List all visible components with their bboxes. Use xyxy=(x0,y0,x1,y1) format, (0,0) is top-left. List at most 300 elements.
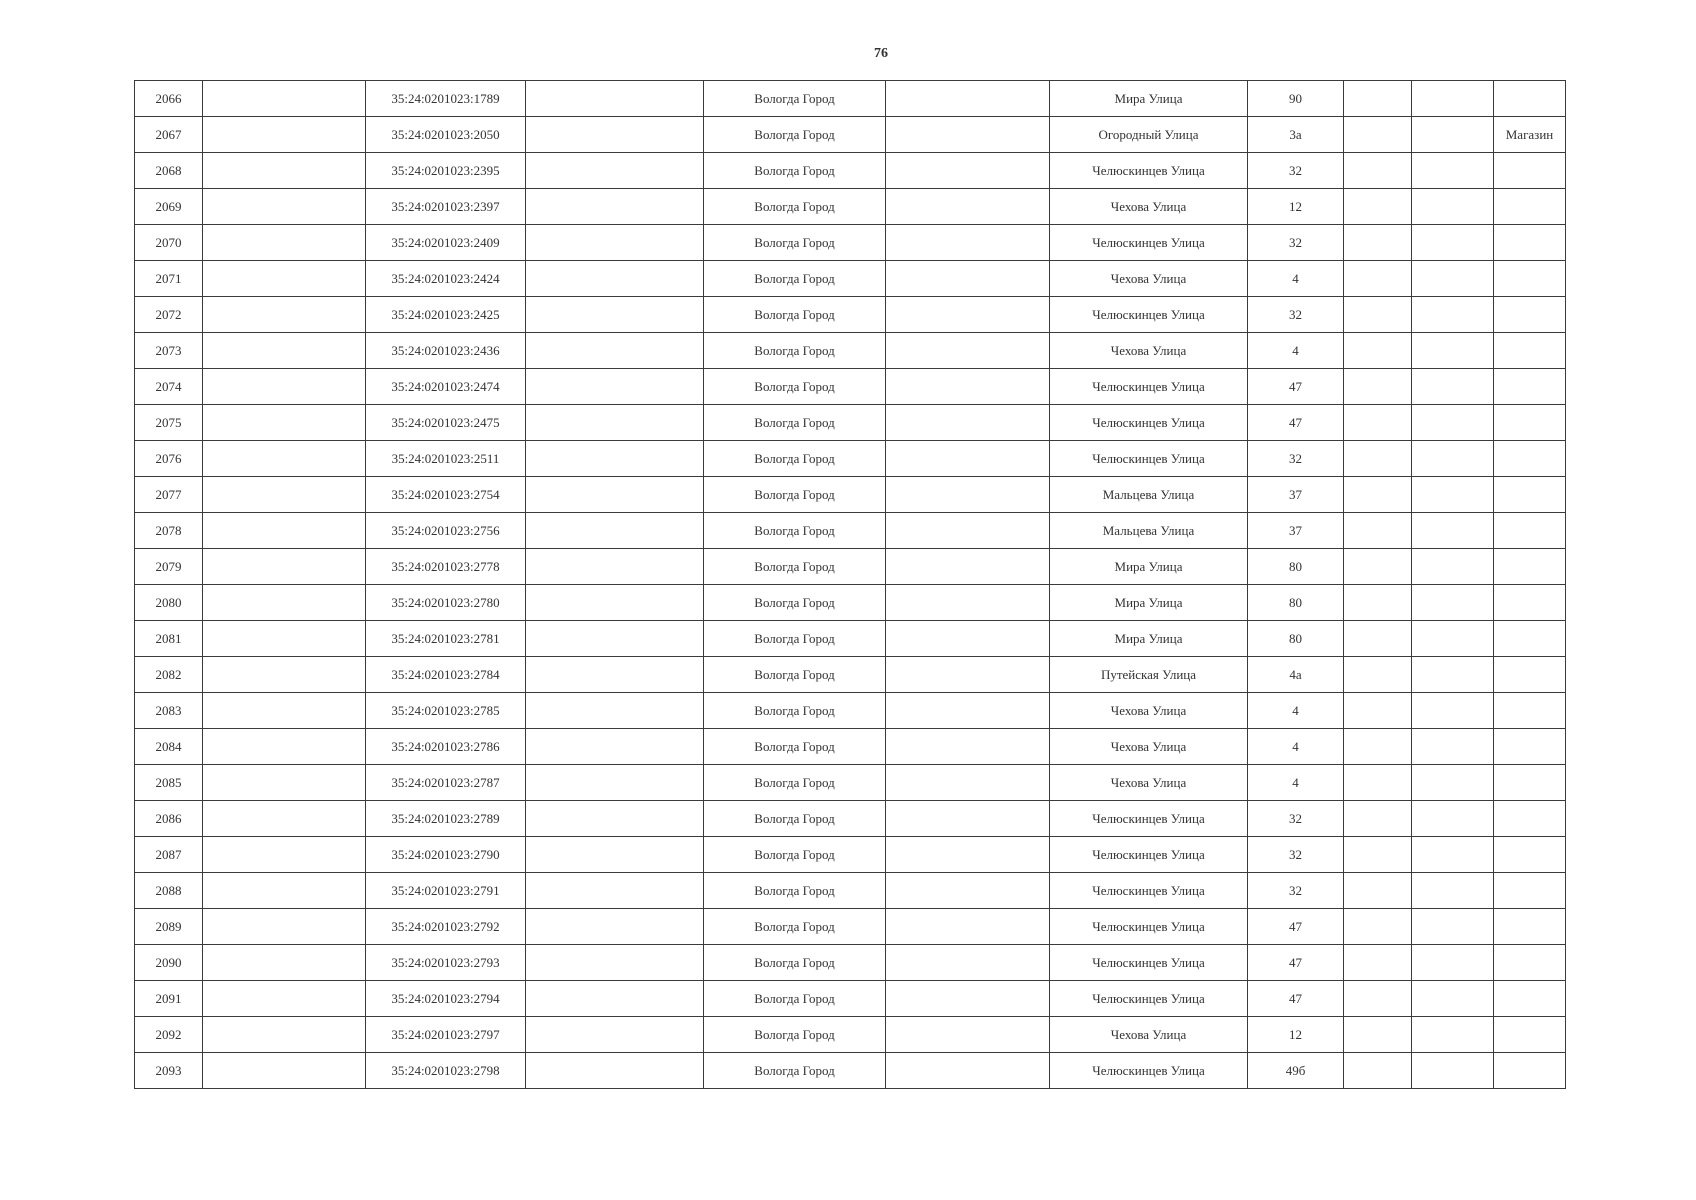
cell-cadastral-number: 35:24:0201023:2474 xyxy=(366,369,526,405)
cell-empty xyxy=(526,657,704,693)
cell-cadastral-number: 35:24:0201023:2786 xyxy=(366,729,526,765)
cell-row-number: 2066 xyxy=(135,81,203,117)
cell-row-number: 2071 xyxy=(135,261,203,297)
cell-row-number: 2075 xyxy=(135,405,203,441)
cell-empty xyxy=(1344,765,1412,801)
cell-empty xyxy=(1344,189,1412,225)
registry-table xyxy=(134,80,1566,1089)
cell-empty xyxy=(886,477,1050,513)
cell-empty xyxy=(1344,585,1412,621)
cell-empty xyxy=(526,477,704,513)
cell-house-number: 4 xyxy=(1248,693,1344,729)
cell-empty xyxy=(886,261,1050,297)
cell-house-number: 90 xyxy=(1248,81,1344,117)
cell-street: Чехова Улица xyxy=(1050,765,1248,801)
cell-street: Челюскинцев Улица xyxy=(1050,225,1248,261)
cell-note xyxy=(1494,1053,1566,1089)
cell-city: Вологда Город xyxy=(704,81,886,117)
cell-empty xyxy=(886,945,1050,981)
cell-street: Мальцева Улица xyxy=(1050,513,1248,549)
cell-note xyxy=(1494,801,1566,837)
cell-empty xyxy=(1412,945,1494,981)
cell-empty xyxy=(526,513,704,549)
cell-street: Чехова Улица xyxy=(1050,729,1248,765)
cell-row-number: 2080 xyxy=(135,585,203,621)
cell-empty xyxy=(1344,909,1412,945)
cell-cadastral-number: 35:24:0201023:2754 xyxy=(366,477,526,513)
cell-house-number: 32 xyxy=(1248,441,1344,477)
cell-cadastral-number: 35:24:0201023:2785 xyxy=(366,693,526,729)
cell-empty xyxy=(203,441,366,477)
cell-empty xyxy=(886,369,1050,405)
cell-house-number: 49б xyxy=(1248,1053,1344,1089)
cell-note xyxy=(1494,873,1566,909)
cell-city: Вологда Город xyxy=(704,153,886,189)
cell-row-number: 2078 xyxy=(135,513,203,549)
cell-house-number: 4а xyxy=(1248,657,1344,693)
cell-empty xyxy=(526,261,704,297)
cell-street: Чехова Улица xyxy=(1050,333,1248,369)
cell-row-number: 2092 xyxy=(135,1017,203,1053)
cell-cadastral-number: 35:24:0201023:2756 xyxy=(366,513,526,549)
cell-cadastral-number: 35:24:0201023:2793 xyxy=(366,945,526,981)
cell-street: Челюскинцев Улица xyxy=(1050,297,1248,333)
cell-empty xyxy=(1344,981,1412,1017)
cell-empty xyxy=(886,333,1050,369)
cell-empty xyxy=(1344,837,1412,873)
cell-empty xyxy=(1344,405,1412,441)
table-row xyxy=(135,909,1566,945)
cell-empty xyxy=(203,873,366,909)
cell-empty xyxy=(526,873,704,909)
cell-empty xyxy=(886,225,1050,261)
cell-city: Вологда Город xyxy=(704,405,886,441)
cell-empty xyxy=(1344,1053,1412,1089)
cell-house-number: 32 xyxy=(1248,801,1344,837)
cell-city: Вологда Город xyxy=(704,225,886,261)
table-row xyxy=(135,981,1566,1017)
cell-cadastral-number: 35:24:0201023:2791 xyxy=(366,873,526,909)
table-row xyxy=(135,621,1566,657)
cell-city: Вологда Город xyxy=(704,1017,886,1053)
cell-note xyxy=(1494,1017,1566,1053)
cell-empty xyxy=(1412,873,1494,909)
cell-empty xyxy=(1412,549,1494,585)
cell-empty xyxy=(1344,369,1412,405)
cell-row-number: 2087 xyxy=(135,837,203,873)
cell-house-number: 4 xyxy=(1248,261,1344,297)
cell-cadastral-number: 35:24:0201023:2780 xyxy=(366,585,526,621)
cell-empty xyxy=(526,837,704,873)
cell-empty xyxy=(1412,153,1494,189)
cell-city: Вологда Город xyxy=(704,621,886,657)
cell-note: Магазин xyxy=(1494,117,1566,153)
cell-empty xyxy=(1344,549,1412,585)
table-row xyxy=(135,1053,1566,1089)
cell-cadastral-number: 35:24:0201023:2050 xyxy=(366,117,526,153)
cell-row-number: 2070 xyxy=(135,225,203,261)
page-number: 76 xyxy=(874,46,888,61)
cell-house-number: 4 xyxy=(1248,729,1344,765)
cell-street: Челюскинцев Улица xyxy=(1050,873,1248,909)
cell-cadastral-number: 35:24:0201023:2797 xyxy=(366,1017,526,1053)
cell-city: Вологда Город xyxy=(704,261,886,297)
cell-cadastral-number: 35:24:0201023:2789 xyxy=(366,801,526,837)
cell-empty xyxy=(1344,81,1412,117)
cell-street: Мира Улица xyxy=(1050,81,1248,117)
cell-empty xyxy=(1344,297,1412,333)
cell-row-number: 2069 xyxy=(135,189,203,225)
cell-city: Вологда Город xyxy=(704,369,886,405)
cell-row-number: 2093 xyxy=(135,1053,203,1089)
cell-empty xyxy=(886,513,1050,549)
cell-cadastral-number: 35:24:0201023:2425 xyxy=(366,297,526,333)
cell-empty xyxy=(203,225,366,261)
cell-street: Мира Улица xyxy=(1050,585,1248,621)
cell-empty xyxy=(203,837,366,873)
cell-house-number: 32 xyxy=(1248,153,1344,189)
table-row xyxy=(135,261,1566,297)
cell-house-number: 80 xyxy=(1248,621,1344,657)
cell-cadastral-number: 35:24:0201023:2395 xyxy=(366,153,526,189)
cell-empty xyxy=(1344,801,1412,837)
cell-empty xyxy=(1344,333,1412,369)
cell-empty xyxy=(886,405,1050,441)
cell-empty xyxy=(526,981,704,1017)
table-row xyxy=(135,657,1566,693)
cell-note xyxy=(1494,765,1566,801)
cell-empty xyxy=(1344,477,1412,513)
cell-street: Челюскинцев Улица xyxy=(1050,801,1248,837)
cell-row-number: 2068 xyxy=(135,153,203,189)
cell-street: Челюскинцев Улица xyxy=(1050,909,1248,945)
cell-street: Челюскинцев Улица xyxy=(1050,441,1248,477)
cell-empty xyxy=(1344,225,1412,261)
cell-row-number: 2085 xyxy=(135,765,203,801)
cell-empty xyxy=(203,693,366,729)
cell-city: Вологда Город xyxy=(704,909,886,945)
cell-empty xyxy=(203,909,366,945)
cell-house-number: 80 xyxy=(1248,549,1344,585)
cell-empty xyxy=(886,657,1050,693)
cell-house-number: 80 xyxy=(1248,585,1344,621)
cell-row-number: 2073 xyxy=(135,333,203,369)
cell-city: Вологда Город xyxy=(704,873,886,909)
cell-street: Чехова Улица xyxy=(1050,261,1248,297)
cell-house-number: 32 xyxy=(1248,873,1344,909)
cell-empty xyxy=(886,693,1050,729)
cell-empty xyxy=(886,981,1050,1017)
cell-city: Вологда Город xyxy=(704,765,886,801)
cell-house-number: 4 xyxy=(1248,333,1344,369)
cell-empty xyxy=(203,261,366,297)
cell-empty xyxy=(1412,837,1494,873)
cell-cadastral-number: 35:24:0201023:2397 xyxy=(366,189,526,225)
cell-empty xyxy=(203,945,366,981)
cell-empty xyxy=(203,621,366,657)
table-row xyxy=(135,1017,1566,1053)
cell-row-number: 2079 xyxy=(135,549,203,585)
cell-note xyxy=(1494,945,1566,981)
cell-empty xyxy=(526,405,704,441)
cell-empty xyxy=(526,333,704,369)
cell-house-number: 47 xyxy=(1248,369,1344,405)
table-row xyxy=(135,801,1566,837)
cell-row-number: 2081 xyxy=(135,621,203,657)
cell-empty xyxy=(1412,801,1494,837)
cell-house-number: 47 xyxy=(1248,981,1344,1017)
cell-empty xyxy=(1412,981,1494,1017)
cell-street: Челюскинцев Улица xyxy=(1050,405,1248,441)
cell-row-number: 2072 xyxy=(135,297,203,333)
table-row xyxy=(135,873,1566,909)
cell-city: Вологда Город xyxy=(704,549,886,585)
cell-city: Вологда Город xyxy=(704,585,886,621)
cell-note xyxy=(1494,225,1566,261)
cell-cadastral-number: 35:24:0201023:2475 xyxy=(366,405,526,441)
cell-empty xyxy=(1412,693,1494,729)
cell-empty xyxy=(203,1017,366,1053)
cell-empty xyxy=(1412,261,1494,297)
cell-house-number: 47 xyxy=(1248,945,1344,981)
cell-cadastral-number: 35:24:0201023:2792 xyxy=(366,909,526,945)
cell-cadastral-number: 35:24:0201023:2436 xyxy=(366,333,526,369)
cell-cadastral-number: 35:24:0201023:2784 xyxy=(366,657,526,693)
table-row xyxy=(135,585,1566,621)
cell-cadastral-number: 35:24:0201023:2409 xyxy=(366,225,526,261)
table-row xyxy=(135,513,1566,549)
cell-empty xyxy=(886,873,1050,909)
cell-empty xyxy=(203,549,366,585)
cell-street: Чехова Улица xyxy=(1050,1017,1248,1053)
cell-row-number: 2077 xyxy=(135,477,203,513)
cell-empty xyxy=(1412,477,1494,513)
cell-cadastral-number: 35:24:0201023:2790 xyxy=(366,837,526,873)
cell-city: Вологда Город xyxy=(704,945,886,981)
cell-city: Вологда Город xyxy=(704,117,886,153)
cell-row-number: 2076 xyxy=(135,441,203,477)
cell-empty xyxy=(1412,765,1494,801)
cell-empty xyxy=(526,297,704,333)
cell-empty xyxy=(203,585,366,621)
cell-house-number: 37 xyxy=(1248,477,1344,513)
cell-city: Вологда Город xyxy=(704,837,886,873)
table-row xyxy=(135,117,1566,153)
cell-empty xyxy=(526,909,704,945)
cell-empty xyxy=(203,405,366,441)
cell-row-number: 2088 xyxy=(135,873,203,909)
cell-note xyxy=(1494,585,1566,621)
cell-house-number: 12 xyxy=(1248,189,1344,225)
cell-empty xyxy=(526,153,704,189)
cell-empty xyxy=(203,765,366,801)
cell-empty xyxy=(1344,657,1412,693)
cell-city: Вологда Город xyxy=(704,729,886,765)
table-row xyxy=(135,837,1566,873)
cell-row-number: 2084 xyxy=(135,729,203,765)
cell-city: Вологда Город xyxy=(704,801,886,837)
cell-house-number: 47 xyxy=(1248,909,1344,945)
cell-empty xyxy=(1412,1053,1494,1089)
cell-note xyxy=(1494,333,1566,369)
cell-empty xyxy=(1344,261,1412,297)
cell-empty xyxy=(203,153,366,189)
cell-row-number: 2090 xyxy=(135,945,203,981)
cell-row-number: 2074 xyxy=(135,369,203,405)
cell-empty xyxy=(526,1053,704,1089)
cell-note xyxy=(1494,909,1566,945)
cell-row-number: 2089 xyxy=(135,909,203,945)
cell-street: Челюскинцев Улица xyxy=(1050,837,1248,873)
cell-empty xyxy=(1344,441,1412,477)
cell-empty xyxy=(203,1053,366,1089)
cell-city: Вологда Город xyxy=(704,189,886,225)
cell-empty xyxy=(526,693,704,729)
cell-row-number: 2086 xyxy=(135,801,203,837)
cell-empty xyxy=(203,477,366,513)
cell-note xyxy=(1494,837,1566,873)
cell-city: Вологда Город xyxy=(704,297,886,333)
cell-empty xyxy=(886,81,1050,117)
cell-empty xyxy=(886,801,1050,837)
cell-cadastral-number: 35:24:0201023:2794 xyxy=(366,981,526,1017)
cell-empty xyxy=(203,117,366,153)
table-row xyxy=(135,369,1566,405)
cell-city: Вологда Город xyxy=(704,477,886,513)
cell-empty xyxy=(526,117,704,153)
cell-house-number: 32 xyxy=(1248,297,1344,333)
cell-empty xyxy=(886,153,1050,189)
table-row xyxy=(135,297,1566,333)
cell-note xyxy=(1494,261,1566,297)
cell-empty xyxy=(1412,189,1494,225)
cell-empty xyxy=(526,765,704,801)
cell-empty xyxy=(1412,117,1494,153)
cell-empty xyxy=(526,945,704,981)
cell-empty xyxy=(1412,81,1494,117)
table-row xyxy=(135,945,1566,981)
cell-empty xyxy=(1344,729,1412,765)
cell-empty xyxy=(203,513,366,549)
cell-note xyxy=(1494,153,1566,189)
cell-note xyxy=(1494,189,1566,225)
cell-house-number: 3а xyxy=(1248,117,1344,153)
cell-empty xyxy=(1412,333,1494,369)
cell-city: Вологда Город xyxy=(704,657,886,693)
cell-empty xyxy=(886,837,1050,873)
cell-empty xyxy=(886,621,1050,657)
cell-city: Вологда Город xyxy=(704,441,886,477)
cell-empty xyxy=(886,1053,1050,1089)
cell-empty xyxy=(1344,873,1412,909)
cell-note xyxy=(1494,405,1566,441)
cell-street: Чехова Улица xyxy=(1050,189,1248,225)
cell-empty xyxy=(203,369,366,405)
cell-cadastral-number: 35:24:0201023:2787 xyxy=(366,765,526,801)
cell-empty xyxy=(1344,117,1412,153)
cell-empty xyxy=(526,441,704,477)
cell-empty xyxy=(203,189,366,225)
cell-empty xyxy=(886,765,1050,801)
cell-cadastral-number: 35:24:0201023:2511 xyxy=(366,441,526,477)
cell-note xyxy=(1494,297,1566,333)
cell-street: Мальцева Улица xyxy=(1050,477,1248,513)
cell-empty xyxy=(886,1017,1050,1053)
cell-empty xyxy=(886,729,1050,765)
cell-cadastral-number: 35:24:0201023:2778 xyxy=(366,549,526,585)
table-row xyxy=(135,333,1566,369)
cell-empty xyxy=(1412,297,1494,333)
cell-empty xyxy=(203,297,366,333)
cell-house-number: 12 xyxy=(1248,1017,1344,1053)
cell-house-number: 37 xyxy=(1248,513,1344,549)
cell-empty xyxy=(526,81,704,117)
table-row xyxy=(135,81,1566,117)
cell-note xyxy=(1494,441,1566,477)
cell-empty xyxy=(203,729,366,765)
cell-empty xyxy=(526,801,704,837)
cell-empty xyxy=(1412,225,1494,261)
cell-empty xyxy=(1412,369,1494,405)
cell-house-number: 4 xyxy=(1248,765,1344,801)
cell-empty xyxy=(1412,405,1494,441)
cell-empty xyxy=(526,729,704,765)
table-row xyxy=(135,693,1566,729)
cell-empty xyxy=(203,801,366,837)
cell-street: Челюскинцев Улица xyxy=(1050,369,1248,405)
cell-row-number: 2067 xyxy=(135,117,203,153)
cell-empty xyxy=(526,369,704,405)
cell-empty xyxy=(886,441,1050,477)
table-row xyxy=(135,225,1566,261)
cell-street: Челюскинцев Улица xyxy=(1050,153,1248,189)
cell-empty xyxy=(1412,513,1494,549)
cell-empty xyxy=(203,81,366,117)
cell-cadastral-number: 35:24:0201023:2798 xyxy=(366,1053,526,1089)
cell-city: Вологда Город xyxy=(704,1053,886,1089)
cell-empty xyxy=(1344,621,1412,657)
cell-note xyxy=(1494,549,1566,585)
cell-street: Челюскинцев Улица xyxy=(1050,981,1248,1017)
cell-city: Вологда Город xyxy=(704,513,886,549)
cell-note xyxy=(1494,981,1566,1017)
cell-empty xyxy=(886,909,1050,945)
cell-empty xyxy=(1412,909,1494,945)
cell-row-number: 2091 xyxy=(135,981,203,1017)
cell-note xyxy=(1494,513,1566,549)
cell-note xyxy=(1494,693,1566,729)
cell-empty xyxy=(526,585,704,621)
table-body xyxy=(135,81,1566,1089)
cell-empty xyxy=(526,225,704,261)
cell-cadastral-number: 35:24:0201023:2781 xyxy=(366,621,526,657)
cell-street: Мира Улица xyxy=(1050,621,1248,657)
table-row xyxy=(135,153,1566,189)
cell-empty xyxy=(886,585,1050,621)
cell-empty xyxy=(1344,153,1412,189)
cell-empty xyxy=(886,297,1050,333)
cell-street: Огородный Улица xyxy=(1050,117,1248,153)
cell-note xyxy=(1494,729,1566,765)
cell-empty xyxy=(526,621,704,657)
cell-empty xyxy=(886,117,1050,153)
cell-empty xyxy=(1344,1017,1412,1053)
cell-empty xyxy=(203,333,366,369)
cell-empty xyxy=(1344,513,1412,549)
cell-house-number: 32 xyxy=(1248,837,1344,873)
table-row xyxy=(135,405,1566,441)
cell-empty xyxy=(526,189,704,225)
